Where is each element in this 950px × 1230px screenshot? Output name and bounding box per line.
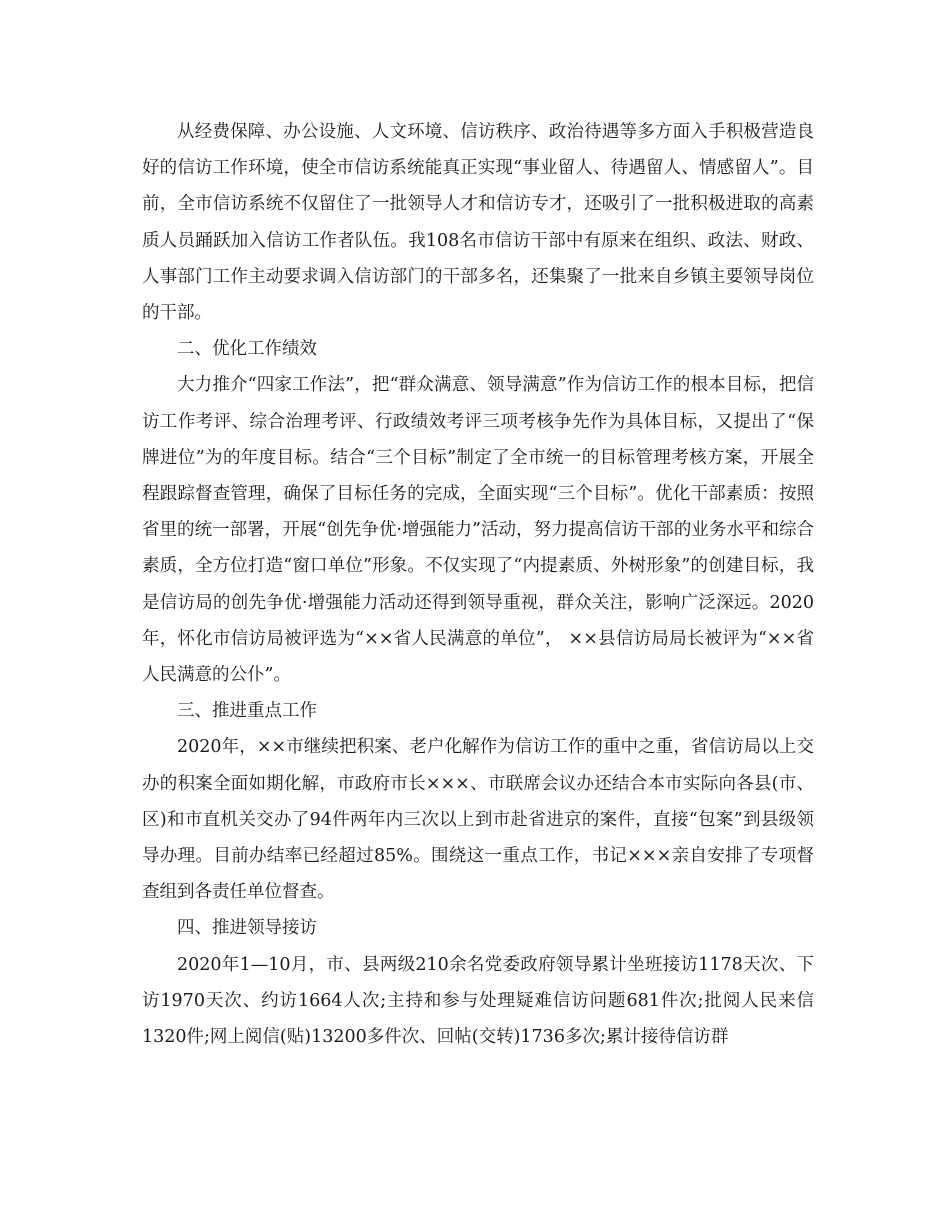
section-heading-3: 三、推进重点工作 — [177, 701, 317, 722]
section-heading-4: 四、推进领导接访 — [177, 918, 317, 939]
section-heading-2: 二、优化工作绩效 — [177, 339, 317, 360]
document-body — [142, 114, 814, 1055]
paragraph-key-work: 2020年，××市继续把积案、老户化解作为信访工作的重中之重，省信访局以上交办的积案全面如期化解，市政府市长×××、市联席会议办还结合本市实际向各县(市、区)和市直机关交办了94件两年内三次以上到市赴省进京的案件，直接“包案”到县级领导办理。目前办结率已经超过85%。围绕这一重点工作，书记×××亲自安排了专项督查组到各责任单位督查。 — [142, 737, 814, 903]
paragraph-performance: 大力推介“四家工作法”，把“群众满意、领导满意”作为信访工作的根本目标，把信访工作考评、综合治理考评、行政绩效考评三项考核争先作为具体目标，又提出了“保牌进位”为的年度目标。结合“三个目标”制定了全市统一的目标管理考核方案，开展全程跟踪督查管理，确保了目标任务的完成，全面实现“三个目标”。优化干部素质：按照省里的统一部署，开展“创先争优·增强能力”活动，努力提高信访干部的业务水平和综合素质，全方位打造“窗口单位”形象。不仅实现了“内提素质、外树形象”的创建目标，我是信访局的创先争优·增强能力活动还得到领导重视，群众关注，影响广泛深远。2020年，怀化市信访局被评选为“××省人民满意的单位”， ××县信访局局长被评为“××省人民满意的公仆”。 — [142, 375, 814, 686]
paragraph-work-environment: 从经费保障、办公设施、人文环境、信访秩序、政治待遇等多方面入手积极营造良好的信访工作环境，使全市信访系统能真正实现“事业留人、待遇留人、情感留人”。目前，全市信访系统不仅留住了一批领导人才和信访专才，还吸引了一批积极进取的高素质人员踊跃加入信访工作者队伍。我108名市信访干部中有原来在组织、政法、财政、人事部门工作主动要求调入信访部门的干部多名，还集聚了一批来自乡镇主要领导岗位的干部。 — [142, 122, 814, 324]
paragraph-leader-reception: 2020年1—10月，市、县两级210余名党委政府领导累计坐班接访1178天次、下访1970天次、约访1664人次;主持和参与处理疑难信访问题681件次;批阅人民来信1320件;网上阅信(贴)13200多件次、回帖(交转)1736多次;累计接待信访群 — [142, 954, 814, 1048]
